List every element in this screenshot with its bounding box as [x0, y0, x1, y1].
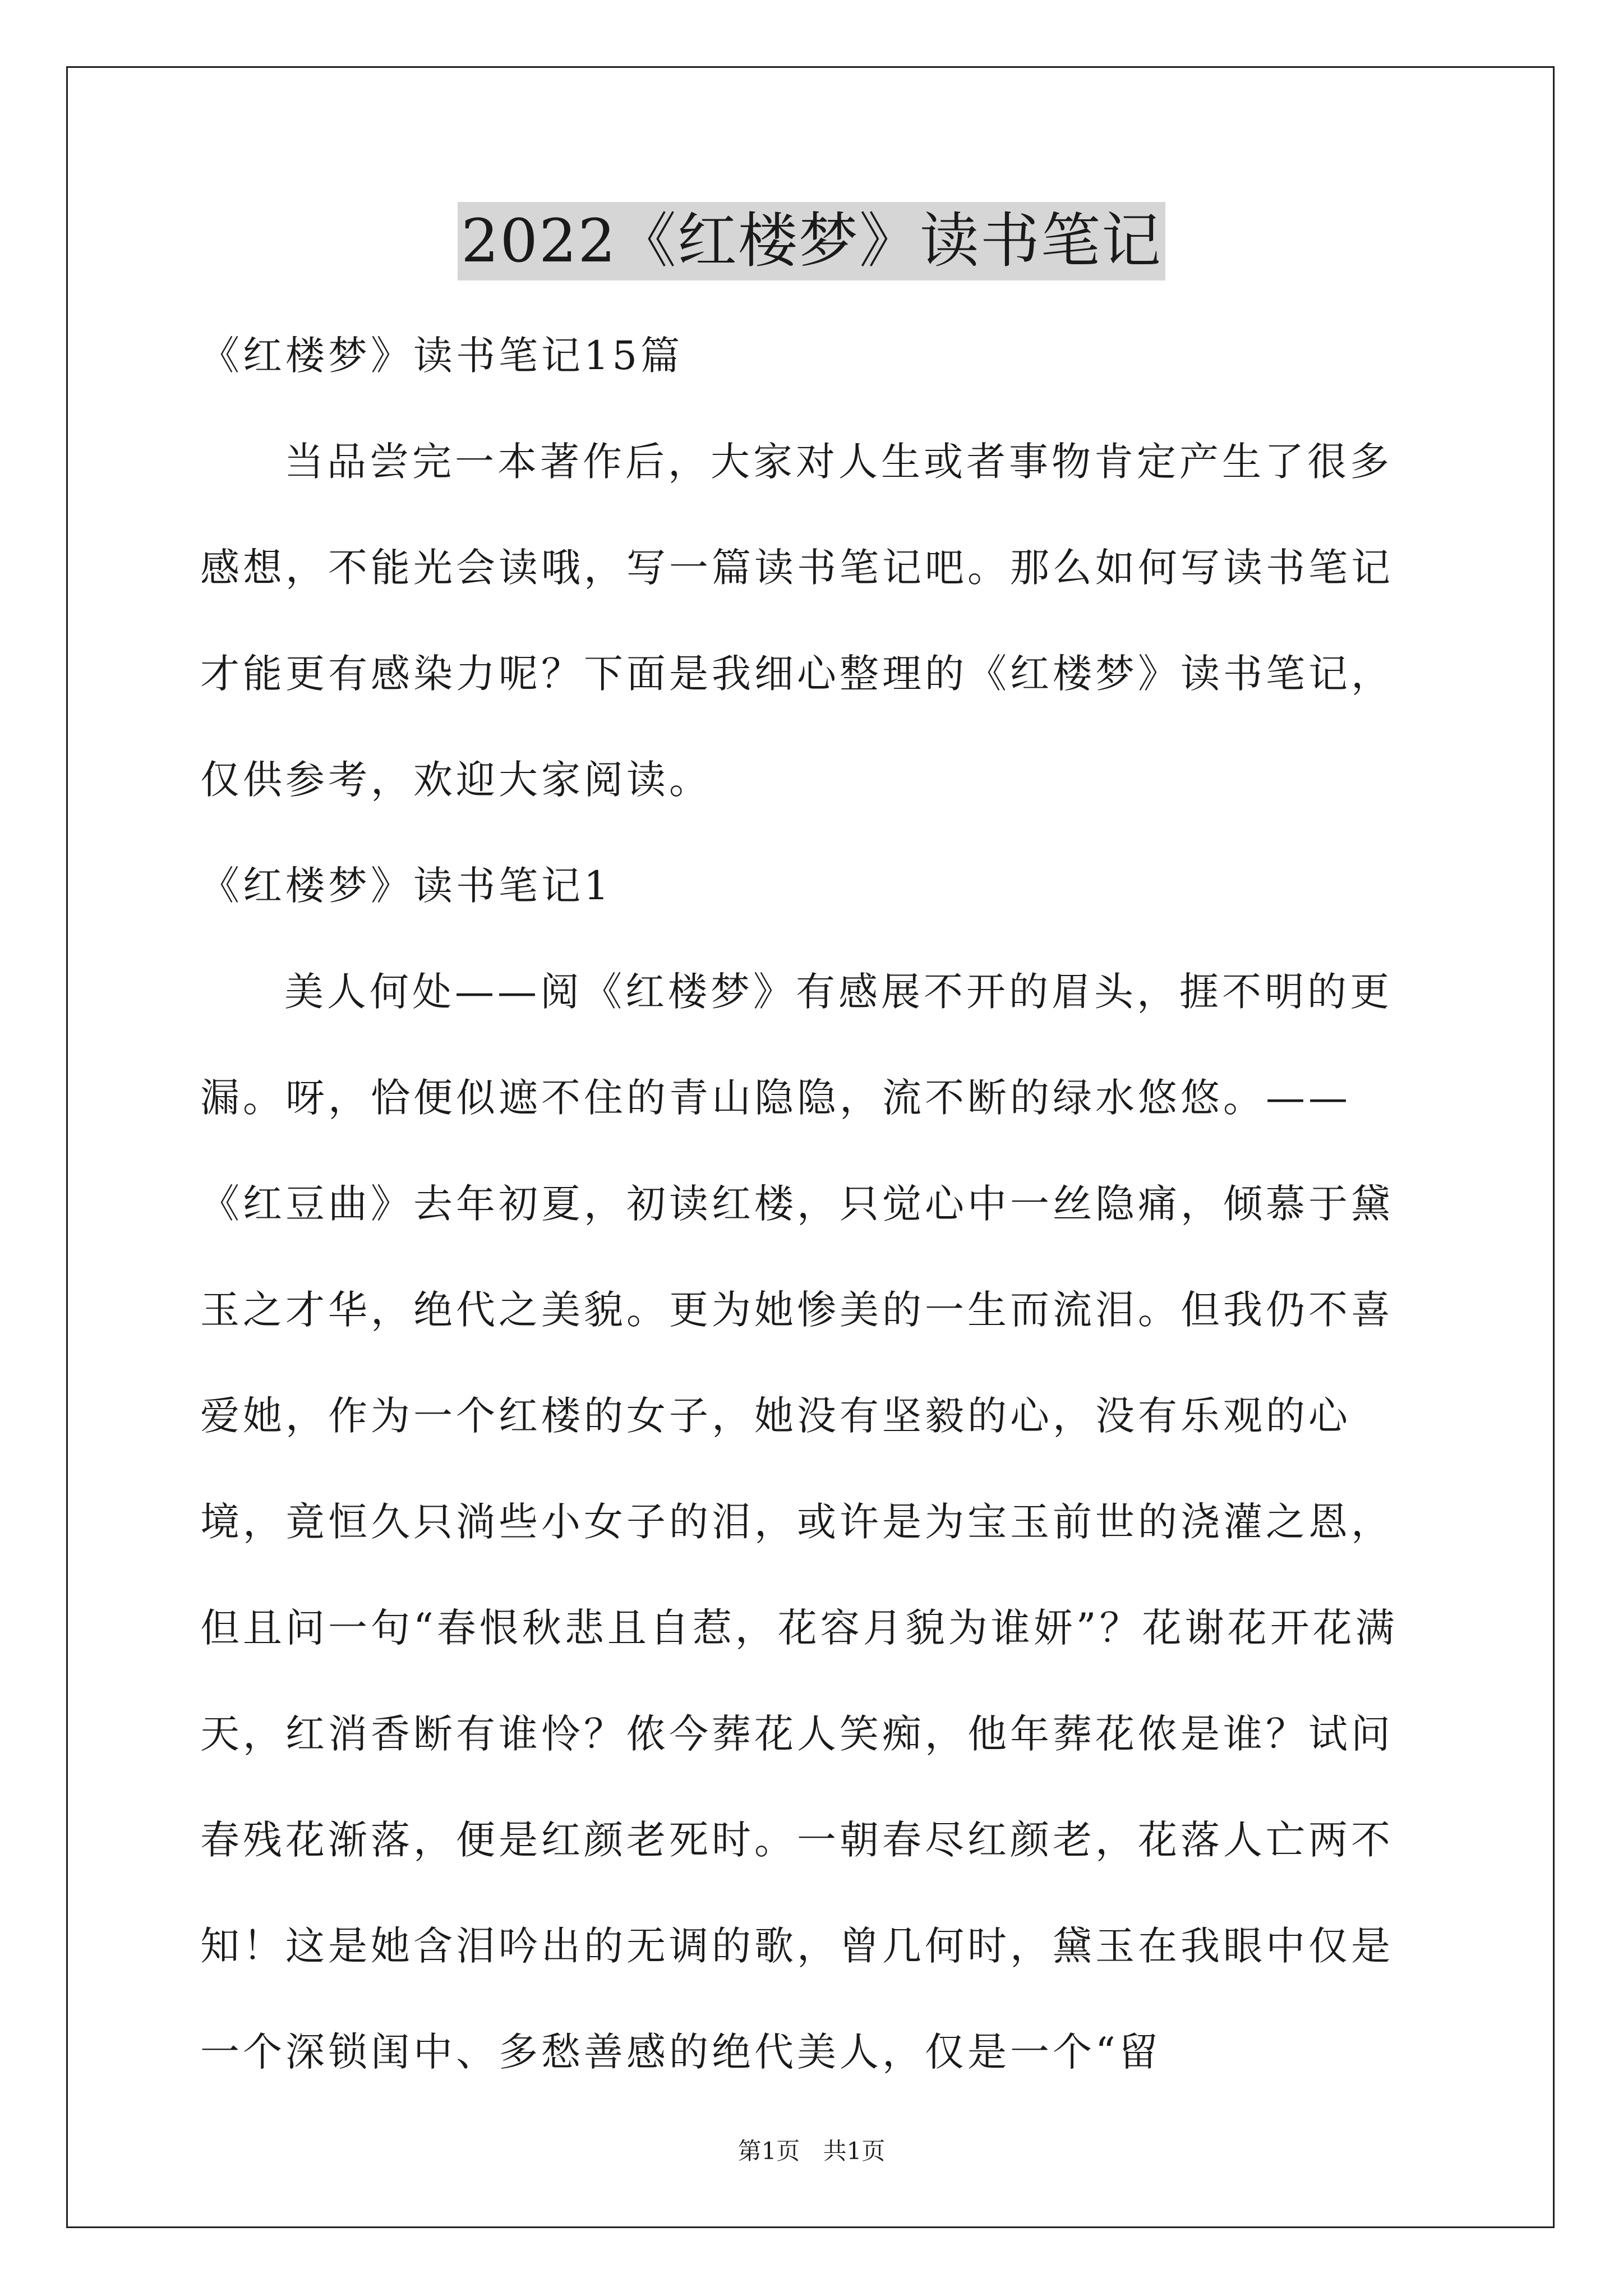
- body-paragraph: 美人何处——阅《红楼梦》有感展不开的眉头，捱不明的更漏。呀，恰便似遮不住的青山隐隐，流不断的绿水悠悠。——《红豆曲》去年初夏，初读红楼，只觉心中一丝隐痛，倾慕于黛玉之才华，绝代之美貌。更为她惨美的一生而流泪。但我仍不喜爱她，作为一个红楼的女子，她没有坚毅的心，没有乐观的心境，竟恒久只淌些小女子的泪，或许是为宝玉前世的浇灌之恩，但且问一句“春恨秋悲且自惹，花容月貌为谁妍”？花谢花开花满天，红消香断有谁怜？侬今葬花人笑痴，他年葬花侬是谁？试问春残花渐落，便是红颜老死时。一朝春尽红颜老，花落人亡两不知！这是她含泪吟出的无调的歌，曾几何时，黛玉在我眼中仅是一个深锁闺中、多愁善感的绝代美人，仅是一个“留: [200, 969, 1398, 2075]
- page-number-current: 第1页: [737, 2137, 800, 2165]
- document-body: [200, 303, 1434, 2105]
- intro-paragraph: 当品尝完一本著作后，大家对人生或者事物肯定产生了很多感想，不能光会读哦，写一篇读书笔记吧。那么如何写读书笔记才能更有感染力呢？下面是我细心整理的《红楼梦》读书笔记，仅供参考，欢迎大家阅读。: [200, 439, 1394, 803]
- document-title: 2022《红楼梦》读书笔记: [458, 202, 1165, 280]
- page-footer: [0, 2134, 1623, 2168]
- title-container: [0, 202, 1623, 280]
- page-number-total: 共1页: [823, 2137, 886, 2165]
- document-subtitle: 《红楼梦》读书笔记15篇: [200, 333, 684, 379]
- section-heading: 《红楼梦》读书笔记1: [200, 863, 612, 909]
